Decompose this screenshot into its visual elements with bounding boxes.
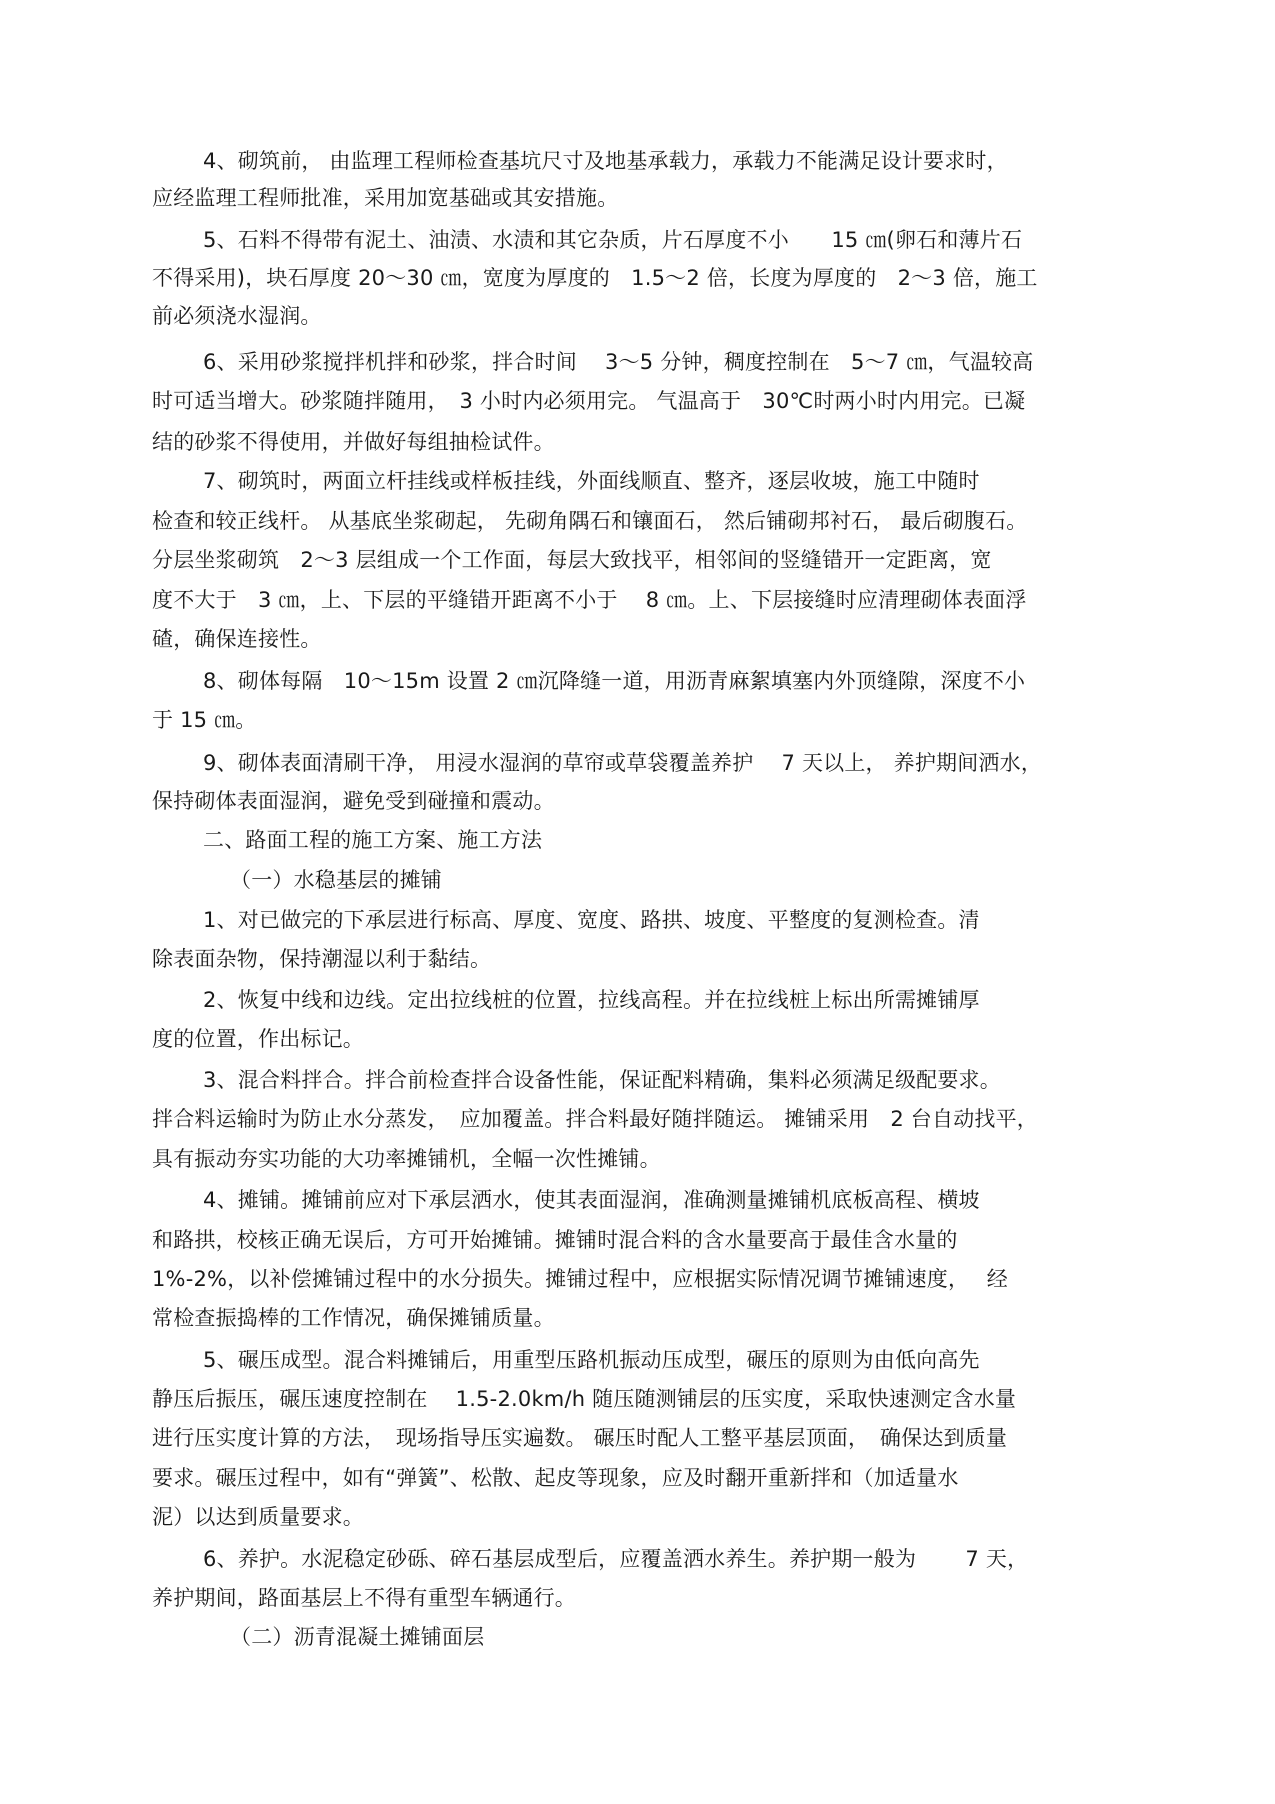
- paragraph-line: 静压后振压，碾压速度控制在 1.5-2.0km/h 随压随测铺层的压实度，采取快速测定含水量: [152, 1387, 1017, 1411]
- paragraph-line: 和路拱，校核正确无误后，方可开始摊铺。摊铺时混合料的含水量要高于最佳含水量的: [152, 1228, 958, 1252]
- paragraph-line: 度不大于 3 ㎝，上、下层的平缝错开距离不小于 8 ㎝。上、下层接缝时应清理砌体表面浮: [152, 588, 1027, 612]
- paragraph-line: 泥）以达到质量要求。: [152, 1505, 364, 1529]
- subsection-heading: （一）水稳基层的摊铺: [230, 868, 442, 892]
- paragraph-line: 4、砌筑前， 由监理工程师检查基坑尺寸及地基承载力，承载力不能满足设计要求时，: [203, 149, 1008, 173]
- subsection-heading: （二）沥青混凝土摊铺面层: [230, 1625, 485, 1649]
- paragraph-line: 5、碾压成型。混合料摊铺后，用重型压路机振动压成型，碾压的原则为由低向高先: [203, 1348, 980, 1372]
- paragraph-line: 进行压实度计算的方法， 现场指导压实遍数。 碾压时配人工整平基层顶面， 确保达到质量: [152, 1426, 1008, 1450]
- paragraph-line: 时可适当增大。砂浆随拌随用， 3 小时内必须用完。 气温高于 30℃时两小时内用完。已凝: [152, 389, 1026, 413]
- section-heading: 二、路面工程的施工方案、施工方法: [203, 828, 543, 852]
- paragraph-line: 碴，确保连接性。: [152, 627, 322, 651]
- paragraph-line: 检查和较正线杆。 从基底坐浆砌起， 先砌角隅石和镶面石， 然后铺砌邦衬石， 最后砌腹石。: [152, 509, 1028, 533]
- paragraph-line: 8、砌体每隔 10～15m 设置 2 ㎝沉降缝一道，用沥青麻絮填塞内外顶缝隙，深度不小: [203, 669, 1026, 693]
- paragraph-line: 3、混合料拌合。拌合前检查拌合设备性能，保证配料精确，集料必须满足级配要求。: [203, 1068, 1001, 1092]
- paragraph-line: 6、采用砂浆搅拌机拌和砂浆，拌合时间 3～5 分钟，稠度控制在 5～7 ㎝，气温较高: [203, 350, 1034, 374]
- paragraph-line: 拌合料运输时为防止水分蒸发， 应加覆盖。拌合料最好随拌随运。 摊铺采用 2 台自动找平，: [152, 1107, 1039, 1131]
- paragraph-line: 养护期间，路面基层上不得有重型车辆通行。: [152, 1586, 576, 1610]
- paragraph-line: 不得采用)，块石厚度 20～30 ㎝，宽度为厚度的 1.5～2 倍，长度为厚度的 2～3 倍，施工: [152, 266, 1038, 290]
- paragraph-line: 1、对已做完的下承层进行标高、厚度、宽度、路拱、坡度、平整度的复测检查。清: [203, 908, 980, 932]
- paragraph-line: 7、砌筑时，两面立杆挂线或样板挂线，外面线顺直、整齐，逐层收坡，施工中随时: [203, 469, 980, 493]
- paragraph-line: 具有振动夯实功能的大功率摊铺机，全幅一次性摊铺。: [152, 1147, 661, 1171]
- paragraph-line: 常检查振捣棒的工作情况，确保摊铺质量。: [152, 1306, 555, 1330]
- paragraph-line: 2、恢复中线和边线。定出拉线桩的位置，拉线高程。并在拉线桩上标出所需摊铺厚: [203, 988, 980, 1012]
- paragraph-line: 5、石料不得带有泥土、油渍、水渍和其它杂质，片石厚度不小 15 ㎝(卵石和薄片石: [203, 228, 1023, 252]
- paragraph-line: 应经监理工程师批准，采用加宽基础或其安措施。: [152, 186, 619, 210]
- paragraph-line: 分层坐浆砌筑 2～3 层组成一个工作面，每层大致找平，相邻间的竖缝错开一定距离，宽: [152, 548, 992, 572]
- paragraph-line: 4、摊铺。摊铺前应对下承层洒水，使其表面湿润，准确测量摊铺机底板高程、横坡: [203, 1188, 980, 1212]
- paragraph-line: 6、养护。水泥稳定砂砾、碎石基层成型后，应覆盖洒水养生。养护期一般为 7 天，: [203, 1547, 1029, 1571]
- paragraph-line: 1%-2%，以补偿摊铺过程中的水分损失。摊铺过程中，应根据实际情况调节摊铺速度， 经: [152, 1267, 1008, 1291]
- paragraph-line: 结的砂浆不得使用，并做好每组抽检试件。: [152, 430, 555, 454]
- paragraph-line: 除表面杂物，保持潮湿以利于黏结。: [152, 947, 492, 971]
- paragraph-line: 度的位置，作出标记。: [152, 1027, 364, 1051]
- paragraph-line: 要求。碾压过程中，如有“弹簧”、松散、起皮等现象，应及时翻开重新拌和（加适量水: [152, 1466, 959, 1490]
- paragraph-line: 前必须浇水湿润。: [152, 304, 322, 328]
- paragraph-line: 保持砌体表面湿润，避免受到碰撞和震动。: [152, 789, 555, 813]
- paragraph-line: 9、砌体表面清刷干净， 用浸水湿润的草帘或草袋覆盖养护 7 天以上， 养护期间洒水，: [203, 751, 1043, 775]
- paragraph-line: 于 15 ㎝。: [152, 708, 257, 732]
